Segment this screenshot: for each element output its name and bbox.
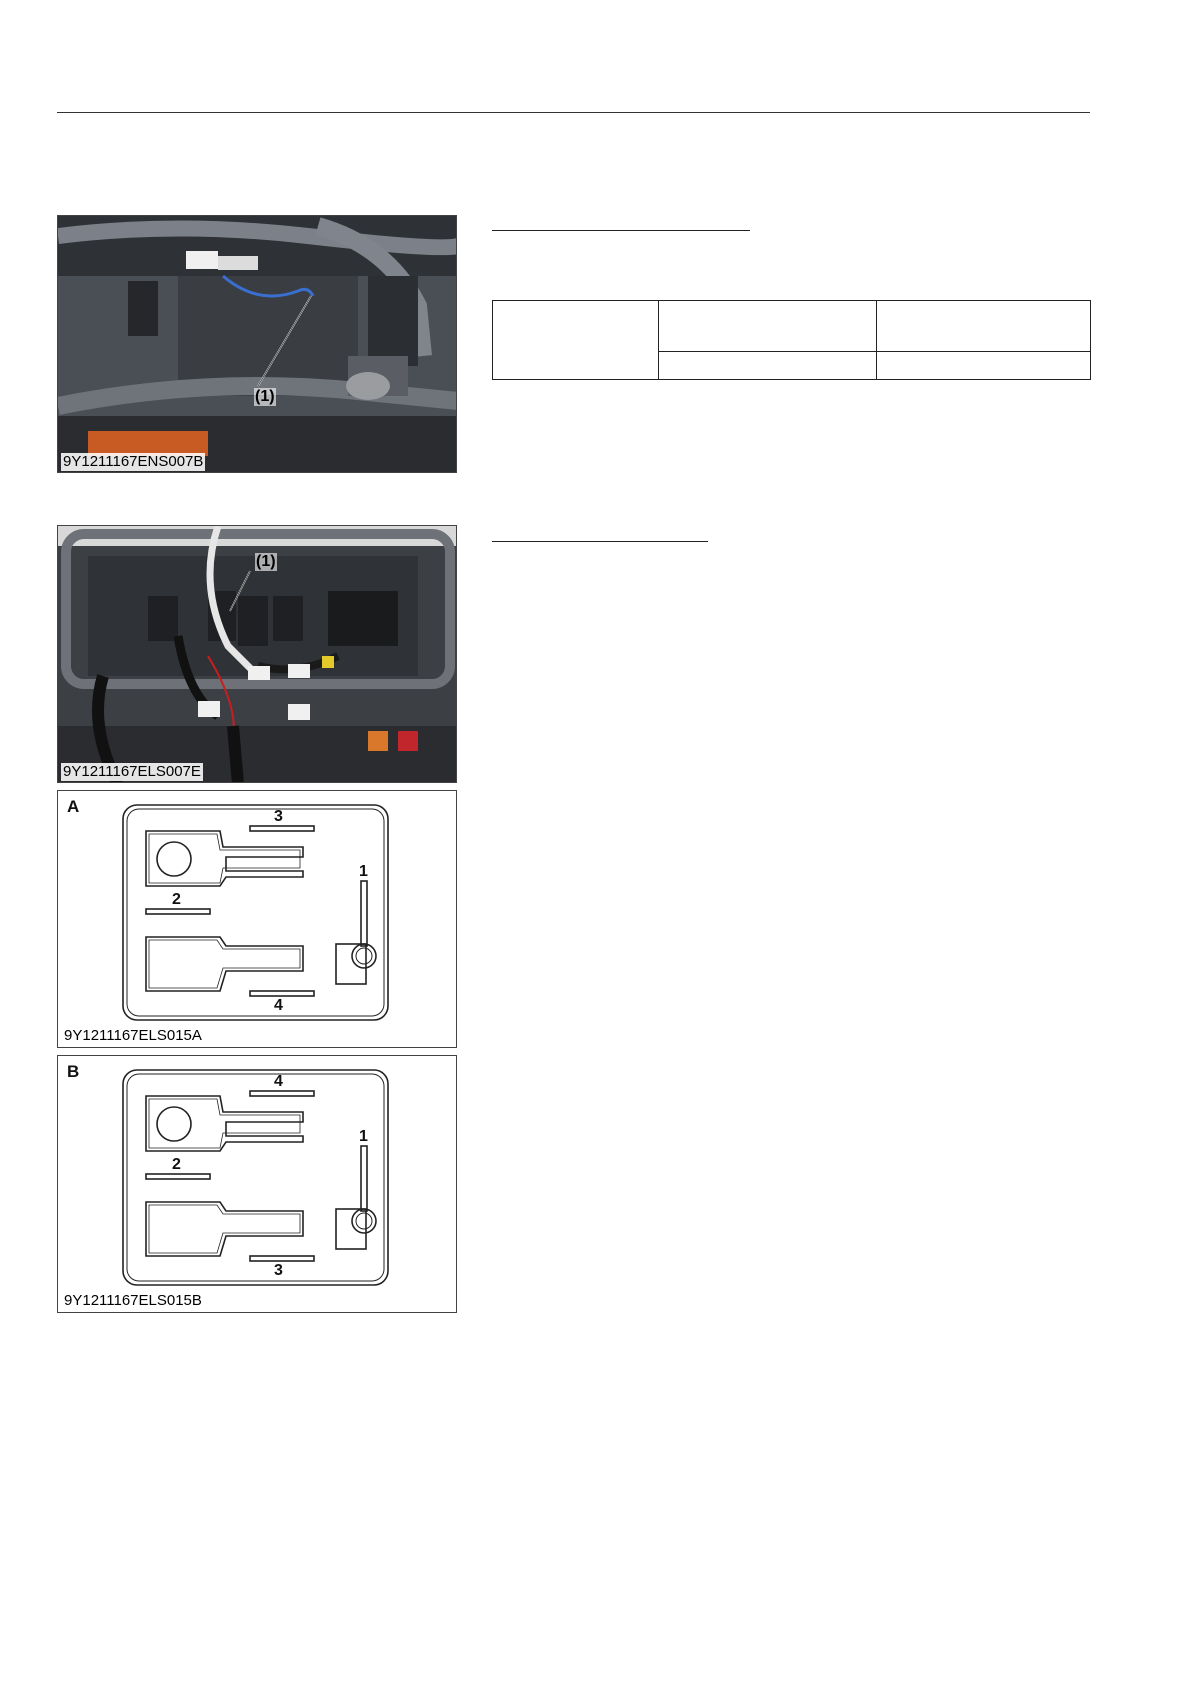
spec-table-cell-factory-value <box>659 351 877 379</box>
figure-2-caption: 9Y1211167ELS007E <box>63 763 201 780</box>
section-2-heading-underline <box>492 541 708 542</box>
spec-table <box>492 300 1091 380</box>
figure-3-terminal-label-3: 3 <box>274 808 283 825</box>
figure-1-illustration <box>58 216 457 473</box>
figure-4-terminal-label-bottom: 3 <box>274 1262 283 1279</box>
figure-3-terminal-label-2: 2 <box>172 891 181 908</box>
figure-3-terminal-label-1: 1 <box>359 863 368 880</box>
figure-1-photo <box>57 215 457 473</box>
figure-2-photo <box>57 525 457 783</box>
spec-table-cell-item <box>493 301 659 380</box>
figure-4-caption: 9Y1211167ELS015B <box>64 1292 202 1309</box>
spec-table-cell-allowable-value <box>877 351 1091 379</box>
spec-table-cell-allowable-header <box>877 301 1091 352</box>
figure-3-diagram <box>57 790 457 1048</box>
figure-1-caption: 9Y1211167ENS007B <box>63 453 204 470</box>
figure-2-callout: (1) <box>256 553 276 570</box>
figure-3-caption: 9Y1211167ELS015A <box>64 1027 202 1044</box>
header-rule <box>57 112 1090 113</box>
spec-table-cell-factory-header <box>659 301 877 352</box>
figure-3-terminal-diagram <box>58 791 457 1048</box>
figure-3-terminal-label-4: 4 <box>274 997 283 1014</box>
section-1-heading-underline <box>492 230 750 231</box>
figure-4-terminal-label-2: 2 <box>172 1156 181 1173</box>
figure-4-diagram <box>57 1055 457 1313</box>
figure-4-terminal-label-top: 4 <box>274 1073 283 1090</box>
figure-1-callout: (1) <box>255 388 275 405</box>
figure-3-panel-letter: A <box>67 797 80 816</box>
figure-4-terminal-label-1: 1 <box>359 1128 368 1145</box>
figure-4-terminal-diagram <box>58 1056 457 1313</box>
figure-4-panel-letter: B <box>67 1062 80 1081</box>
